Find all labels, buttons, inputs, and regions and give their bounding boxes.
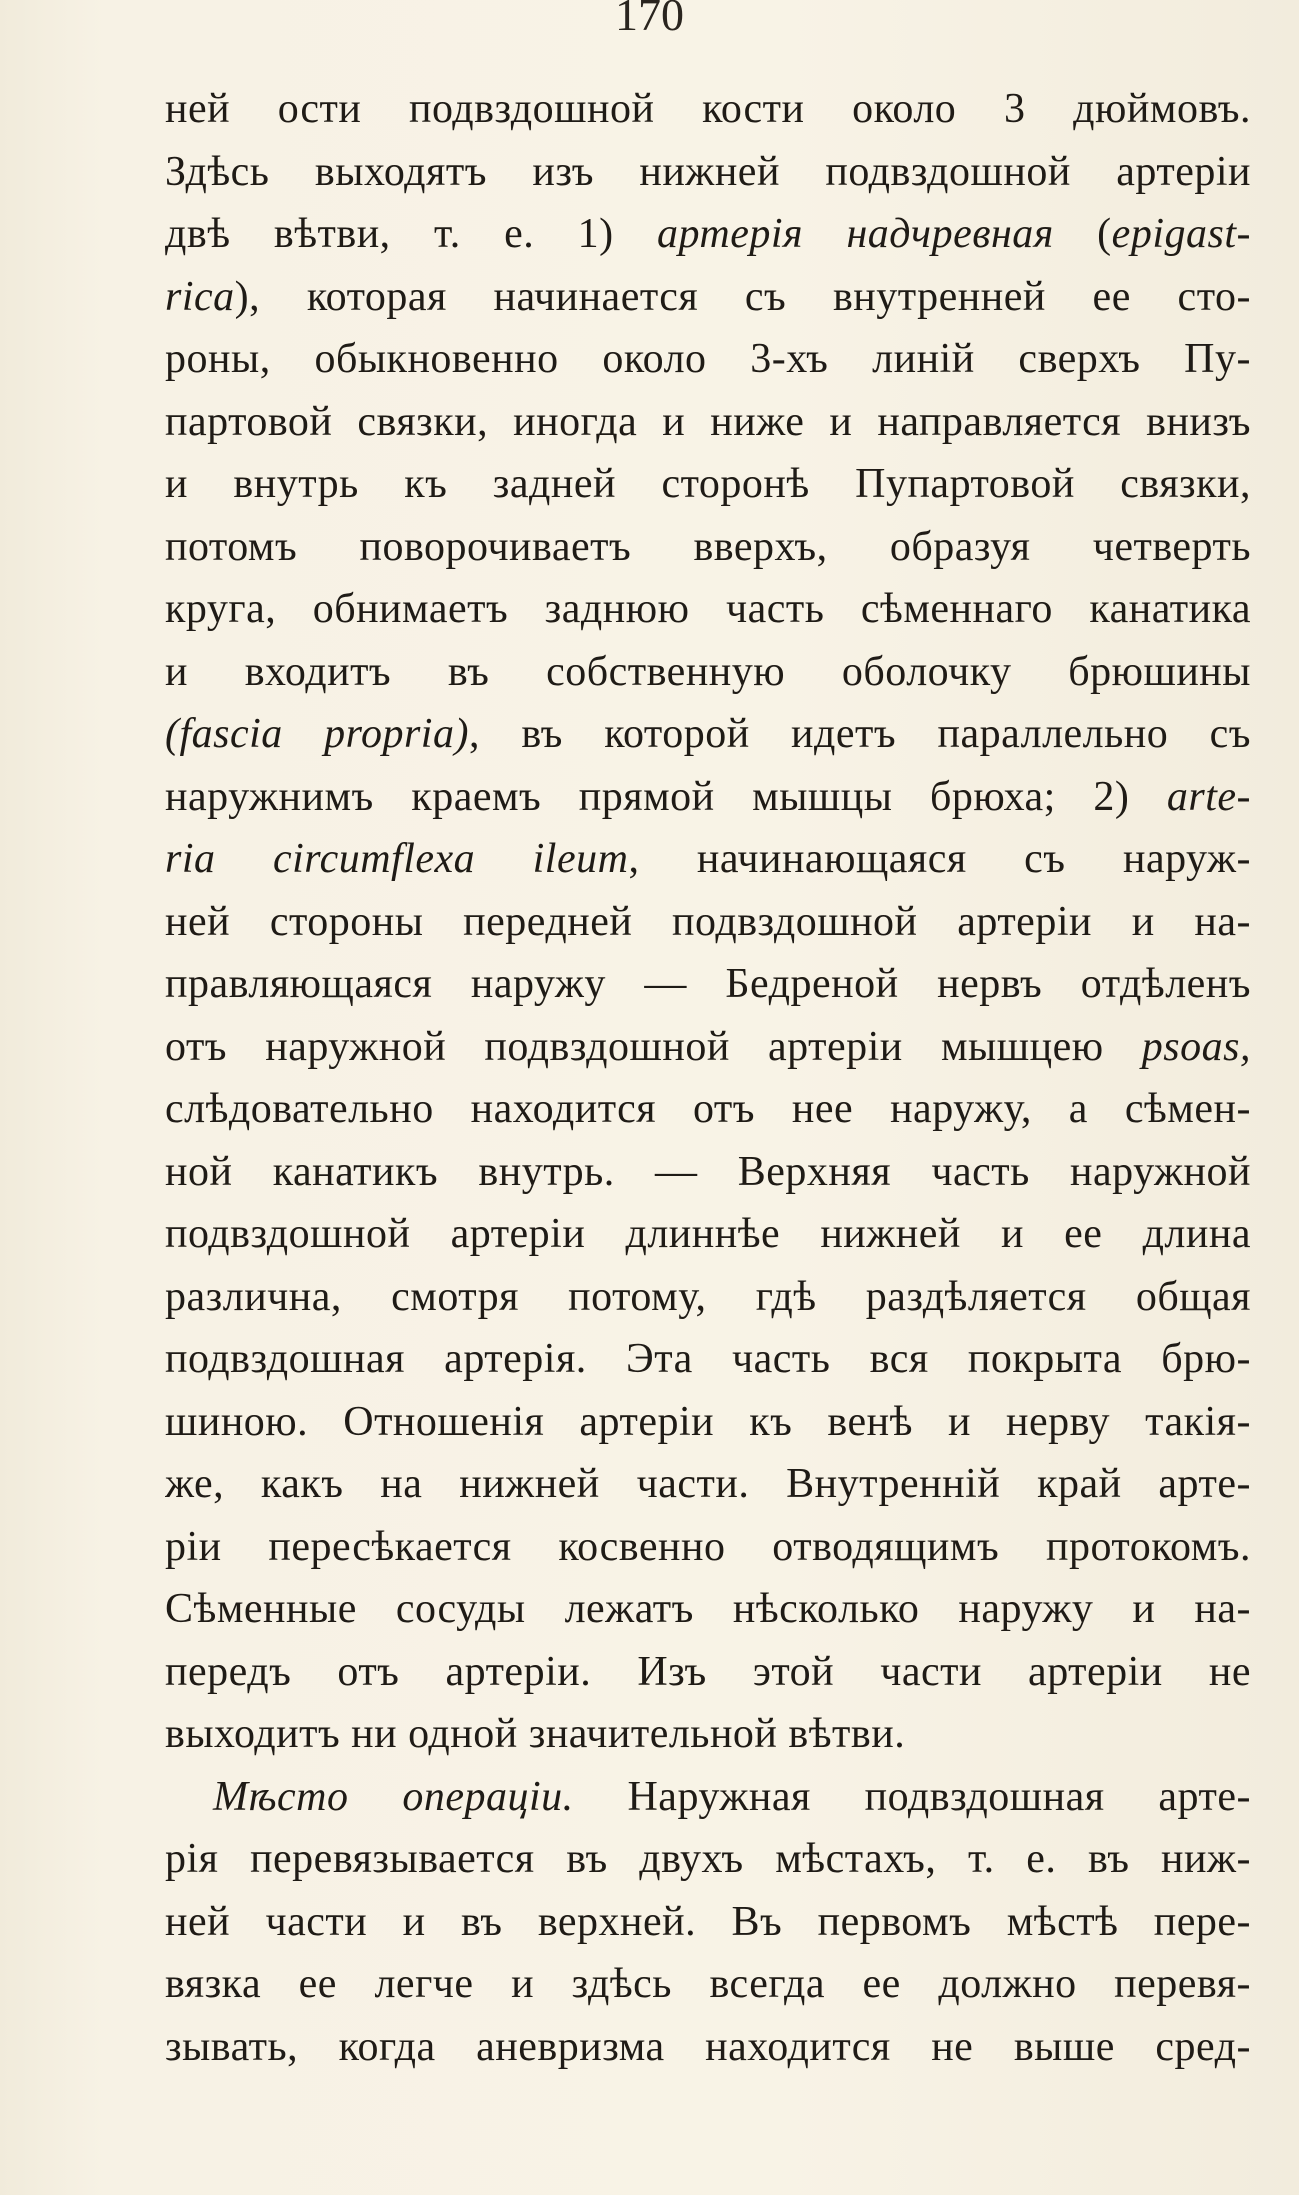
text-line (165, 1266, 1251, 1329)
italic-text: ria circumflexa ileum (165, 836, 629, 882)
text-segment: Наружная подвздошная арте- (573, 1773, 1251, 1820)
text-segment: шиною. Отношенія артеріи къ венѣ и нерву такія- (165, 1398, 1251, 1445)
text-segment: партовой связки, иногда и ниже и направляется внизъ (165, 398, 1251, 445)
italic-text: epigast- (1111, 211, 1251, 257)
italic-text: артерія надчревная (656, 211, 1054, 257)
text-line (165, 641, 1251, 704)
text-segment: правляющаяся наружу — Бедреной нервъ отдѣленъ (165, 961, 1251, 1007)
text-segment: двѣ вѣтви, т. е. 1) (165, 211, 657, 257)
text-segment: же, какъ на нижней части. Внутренній край арте- (165, 1461, 1251, 1507)
text-segment: ), которая начинается съ внутренней ее сто- (234, 273, 1251, 320)
text-line (165, 578, 1251, 641)
italic-text: (fascia propria) (165, 711, 469, 757)
text-line (165, 1703, 1251, 1766)
text-line (165, 203, 1251, 266)
text-segment: , въ которой идетъ параллельно съ (468, 711, 1251, 757)
italic-text: arte- (1166, 773, 1251, 820)
text-segment: ной канатикъ внутрь. — Верхняя часть наружной (165, 1148, 1251, 1195)
text-line (165, 391, 1251, 454)
text-line (165, 1328, 1251, 1391)
text-segment: Сѣменные сосуды лежатъ нѣсколько наружу и на- (165, 1586, 1251, 1632)
text-line (165, 516, 1251, 579)
italic-text: psoas, (1141, 1023, 1251, 1070)
text-segment: , начинающаяся съ наруж- (628, 836, 1251, 882)
text-segment: ней стороны передней подвздошной артеріи и на- (165, 898, 1251, 945)
text-segment: наружнимъ краемъ прямой мышцы брюха; 2) (165, 773, 1167, 820)
text-segment: подвздошная артерія. Эта часть вся покрыта брю- (165, 1336, 1251, 1382)
text-segment: подвздошной артеріи длиннѣе нижней и ее длина (165, 1211, 1251, 1257)
text-line (165, 1203, 1251, 1266)
text-line (165, 266, 1251, 329)
text-line (165, 1141, 1251, 1204)
text-segment: и входитъ въ собственную оболочку брюшины (165, 648, 1251, 695)
text-line (165, 1891, 1251, 1954)
text-segment: зывать, когда аневризма находится не выше сред- (165, 2023, 1251, 2070)
text-line (165, 1578, 1251, 1641)
page-number: 170 (615, 0, 684, 40)
italic-text: Мѣсто операціи. (213, 1773, 574, 1820)
text-line (165, 1953, 1251, 2016)
text-segment: слѣдовательно находится отъ нее наружу, а сѣмен- (165, 1086, 1251, 1132)
text-line (165, 891, 1251, 954)
text-line (165, 1828, 1251, 1891)
text-segment: и внутрь къ задней сторонѣ Пупартовой связки, (165, 461, 1251, 507)
text-segment: потомъ поворочиваетъ вверхъ, образуя четверть (165, 523, 1251, 570)
text-segment: различна, смотря потому, гдѣ раздѣляется общая (165, 1273, 1251, 1320)
text-segment: отъ наружной подвздошной артеріи мышцею (165, 1023, 1142, 1070)
body-text (165, 78, 1251, 2078)
text-line (165, 2016, 1251, 2079)
text-line (165, 766, 1251, 829)
text-segment: ( (1053, 211, 1112, 257)
text-segment: ней ости подвздошной кости около 3 дюймовъ. (165, 86, 1251, 132)
text-segment: выходитъ ни одной значительной вѣтви. (165, 1711, 906, 1757)
text-line (165, 1453, 1251, 1516)
text-line (165, 1078, 1251, 1141)
text-line (165, 1016, 1251, 1079)
text-line (165, 78, 1251, 141)
text-line (165, 1766, 1251, 1829)
text-line (165, 1641, 1251, 1704)
text-segment: ріи пересѣкается косвенно отводящимъ протокомъ. (165, 1523, 1251, 1570)
text-segment: Здѣсь выходятъ изъ нижней подвздошной артеріи (165, 148, 1251, 195)
text-segment: роны, обыкновенно около 3-хъ линій сверхъ Пу- (165, 336, 1251, 382)
text-line (165, 453, 1251, 516)
text-line (165, 328, 1251, 391)
text-line (165, 1391, 1251, 1454)
text-line (165, 953, 1251, 1016)
text-segment: рія перевязывается въ двухъ мѣстахъ, т. е. въ ниж- (165, 1836, 1251, 1882)
text-line (165, 828, 1251, 891)
text-segment: ней части и въ верхней. Въ первомъ мѣстѣ пере- (165, 1898, 1251, 1945)
text-segment: круга, обнимаетъ заднюю часть сѣменнаго канатика (165, 586, 1251, 632)
text-line (165, 141, 1251, 204)
text-segment: передъ отъ артеріи. Изъ этой части артеріи не (165, 1648, 1251, 1695)
text-segment: вязка ее легче и здѣсь всегда ее должно перевя- (165, 1961, 1251, 2007)
text-line (165, 1516, 1251, 1579)
text-line (165, 703, 1251, 766)
italic-text: rica (165, 273, 235, 320)
